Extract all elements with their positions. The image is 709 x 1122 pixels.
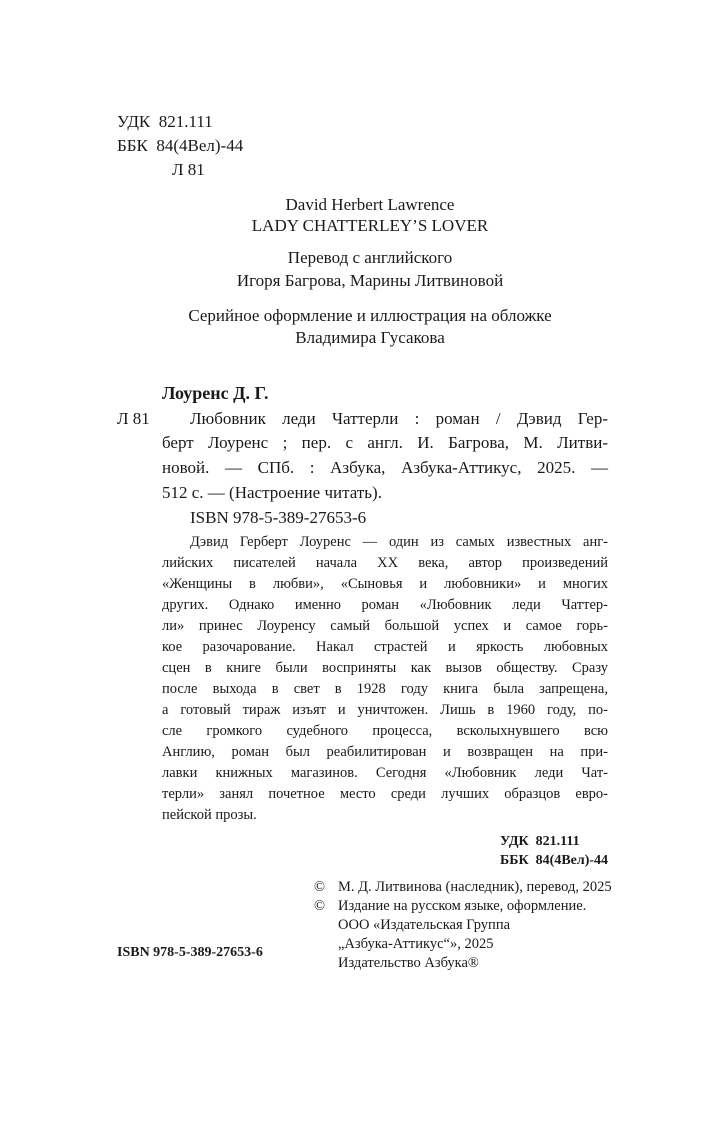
annotation-line: Англию, роман был реабилитирован и возвращен на при-	[162, 744, 608, 760]
annotation-line: сцен в книге были восприняты как вызов обществу. Сразу	[162, 660, 608, 676]
translation-credit: Перевод с английского	[287, 248, 453, 267]
copyright-line: „Азбука-Аттикус“», 2025	[338, 936, 494, 952]
udk-code: УДК 821.111	[117, 112, 213, 131]
copyright-line: Издание на русском языке, оформление.	[338, 898, 587, 914]
author-mark: Л 81	[172, 160, 205, 179]
annotation-line: сле громкого судебного процесса, всколыхнувшего всю	[162, 723, 608, 739]
translators: Игоря Багрова, Марины Литвиновой	[236, 271, 504, 290]
annotation-line: лавки книжных магазинов. Сегодня «Любовник леди Чат-	[162, 765, 608, 781]
annotation-line: других. Однако именно роман «Любовник леди Чаттер-	[162, 597, 608, 613]
annotation-line: ли» принес Лоуренсу самый большой успех и самое горь-	[162, 618, 608, 634]
bibliographic-line: 512 с. — (Настроение читать).	[162, 483, 382, 502]
bibliographic-heading: Лоуренс Д. Г.	[162, 383, 269, 403]
bibliographic-line: новой. — СПб. : Азбука, Азбука-Аттикус, 2025. —	[162, 458, 608, 477]
designer: Владимира Гусакова	[295, 328, 445, 347]
annotation-line: а готовый тираж изъят и уничтожен. Лишь в 1960 году, по-	[162, 702, 608, 718]
copyright-line: Издательство Азбука®	[338, 955, 479, 971]
bibliographic-mark: Л 81	[117, 409, 150, 428]
original-author: David Herbert Lawrence	[285, 195, 455, 214]
annotation-line: терли» занял почетное место среди лучших образцов евро-	[162, 786, 608, 802]
copyright-symbol: ©	[314, 879, 326, 895]
bibliographic-line: берт Лоуренс ; пер. с англ. И. Багрова, М. Литви-	[162, 433, 608, 452]
copyright-line: М. Д. Литвинова (наследник), перевод, 2025	[338, 879, 612, 895]
annotation-line: Дэвид Герберт Лоуренс — один из самых известных анг-	[190, 534, 608, 550]
bottom-isbn: ISBN 978-5-389-27653-6	[117, 945, 263, 960]
bbk-code: ББК 84(4Вел)-44	[117, 136, 244, 155]
annotation-line: пейской прозы.	[162, 807, 257, 823]
annotation-line: лийских писателей начала XX века, автор произведений	[162, 555, 608, 571]
design-credit: Серийное оформление и иллюстрация на обложке	[188, 306, 552, 325]
bottom-udk-code: УДК 821.111	[500, 834, 580, 849]
annotation-line: кое разочарование. Накал страстей и яркость любовных	[162, 639, 608, 655]
annotation-line: «Женщины в любви», «Сыновья и любовники» и многих	[162, 576, 608, 592]
copyright-line: ООО «Издательская Группа	[338, 917, 511, 933]
isbn: ISBN 978-5-389-27653-6	[190, 508, 367, 527]
original-title: LADY CHATTERLEY’S LOVER	[251, 216, 489, 235]
bottom-bbk-code: ББК 84(4Вел)-44	[500, 853, 609, 868]
copyright-symbol: ©	[314, 898, 326, 914]
annotation-line: после выхода в свет в 1928 году книга была запрещена,	[162, 681, 608, 697]
bibliographic-line: Любовник леди Чаттерли : роман / Дэвид Гер-	[190, 409, 608, 428]
